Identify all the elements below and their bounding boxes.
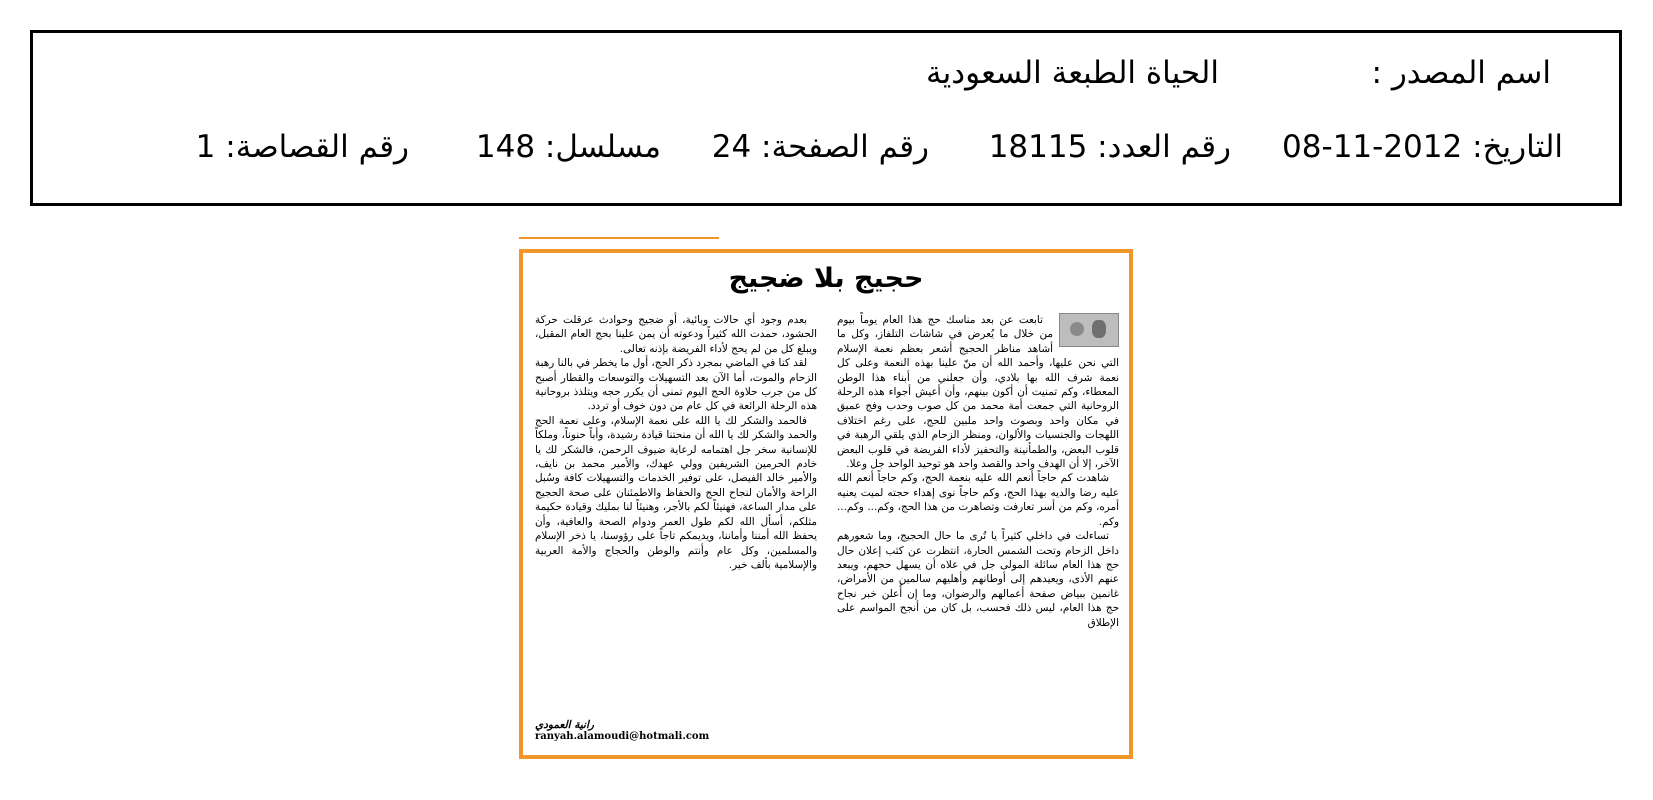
paragraph: تساءلت في داخلي كثيراً يا تُرى ما حال الحجيج، وما شعورهم داخل الزحام وتحت الشمس الحارة، انتظرت عن كثب إعلان حال حج هذا العام سائلة المولى جل في علاه أن يسهل حجهم، ويبعد عنهم الأذى، ويعيدهم إلى أوطانهم وأهليهم سالمين من الأمراض، غانمين ببياض صفحة أعمالهم والرضوان، وما إن أُعلن خبر نجاح حج هذا العام، ليس ذلك فحسب، بل كان من أنجح المواسم على الإطلاق: [837, 530, 1119, 629]
date-field: التاريخ: 2012-11-08: [1282, 129, 1563, 165]
issue-number: رقم العدد: 18115: [988, 129, 1231, 165]
serial-number: مسلسل: 148: [475, 129, 661, 165]
author-name: رانية العمودي: [535, 719, 594, 731]
source-name: الحياة الطبعة السعودية: [926, 55, 1219, 91]
article-title: حجيج بلا ضجيج: [728, 263, 924, 294]
newspaper-clipping: [519, 249, 1133, 759]
clipping-number: رقم القصاصة: 1: [195, 129, 409, 165]
paragraph: فالحمد والشكر لك يا الله على نعمة الإسلام، وعلى نعمة الحج والحمد والشكر لك يا الله أن منحتنا قيادة رشيدة، وأباً حنوناً، وملكاً للإنسانية سخر جل اهتمامه لرعاية ضيوف الرحمن، فالشكر لك يا خادم الحرمين الشريفين وولي عهدك، والأمير محمد بن نايف، والأمير خالد الفيصل، على توفير الخدمات والتسهيلات كافة وسُبل الراحة والأمان لنجاح الحج والحفاظ والاطمئنان على صحة الحجيج على مدار الساعة، فهنيئاً لكم بالأجر، وهنيئاً لنا بمليك وقيادة حكيمة مثلكم، أسأل الله لكم طول العمر ودوام الصحة والعافية، وأن يحفظ الله أمننا وأماننا، ويديمكم تاجاً على رؤوسنا، يا ذخر الإسلام والمسلمين، وكل عام وأنتم والوطن والحجاج والأمة العربية والإسلامية بألف خير.: [535, 414, 817, 571]
author-email: ranyah.alamoudi@hotmali.com: [535, 731, 710, 742]
paragraph: تابعت عن بعد مناسك حج هذا العام يوماً بيوم من خلال ما يُعرض في شاشات التلفاز، وكل ما أشاهد مناظر الحجيج أشعر بعظم نعمة الإسلام التي نحن عليها، وأحمد الله أن منّ علينا بهذه النعمة وعلى كل نعمة شرف الله بها بلادي، وأن جعلني من أبناء هذا الوطن المعطاء، وكم تمنيت أن أكون بينهم، وأن أعيش أجواء هذه الرحلة الروحانية التي جمعت أمة محمد من كل صوب وحدب وفج عميق في مكان واحد وبصوت واحد ملبين للحج، على رغم اختلاف اللهجات والجنسيات والألوان، ومنظر الزحام الذي يلقي الرهبة في قلوب البعض، والطمأنينة والتحفيز لأداء الفريضة في قلوب البعض الآخر، إلا أن الهدف واحد والقصد واحد هو توحيد الواحد جل وعلا.: [837, 314, 1119, 471]
clip-top-rule: [519, 237, 719, 239]
author-photo: [1059, 313, 1119, 347]
page-number: رقم الصفحة: 24: [711, 129, 929, 165]
paragraph: لقد كنا في الماضي بمجرد ذكر الحج، أول ما يخطر في بالنا رهبة الزحام والموت، أما الآن بعد التسهيلات والتوسعات والقطار أصبح كل من جرب حلاوة الحج اليوم تمنى أن يكرر حجه ويتلذذ بروحانية هذه الرحلة الرائعة في كل عام من دون خوف أو تردد.: [535, 357, 817, 413]
clipping-header: [30, 30, 1622, 206]
paragraph: بعدم وجود أي حالات وبائية، أو ضجيج وحوادث عرقلت حركة الحشود، حمدت الله كثيراً ودعوته أن يمن علينا بحج العام المقبل، ويبلغ كل من لم يحج لأداء الفريضة بإذنه تعالى.: [535, 314, 817, 355]
source-label: اسم المصدر :: [1371, 55, 1551, 91]
paragraph: شاهدت كم حاجاً أنعم الله عليه بنعمة الحج، وكم حاجاً أنعم الله عليه رضا والديه بهذا الحج، وكم حاجاً نوى إهداء حجته لميت يعنيه أمره، وكم من أسر تعارفت وتصاهرت من هذا الحج، وكم... وكم... وكم.: [837, 472, 1119, 528]
article-column-left: [535, 313, 817, 572]
author-signature: [535, 719, 709, 742]
article-column-right: [837, 313, 1119, 630]
